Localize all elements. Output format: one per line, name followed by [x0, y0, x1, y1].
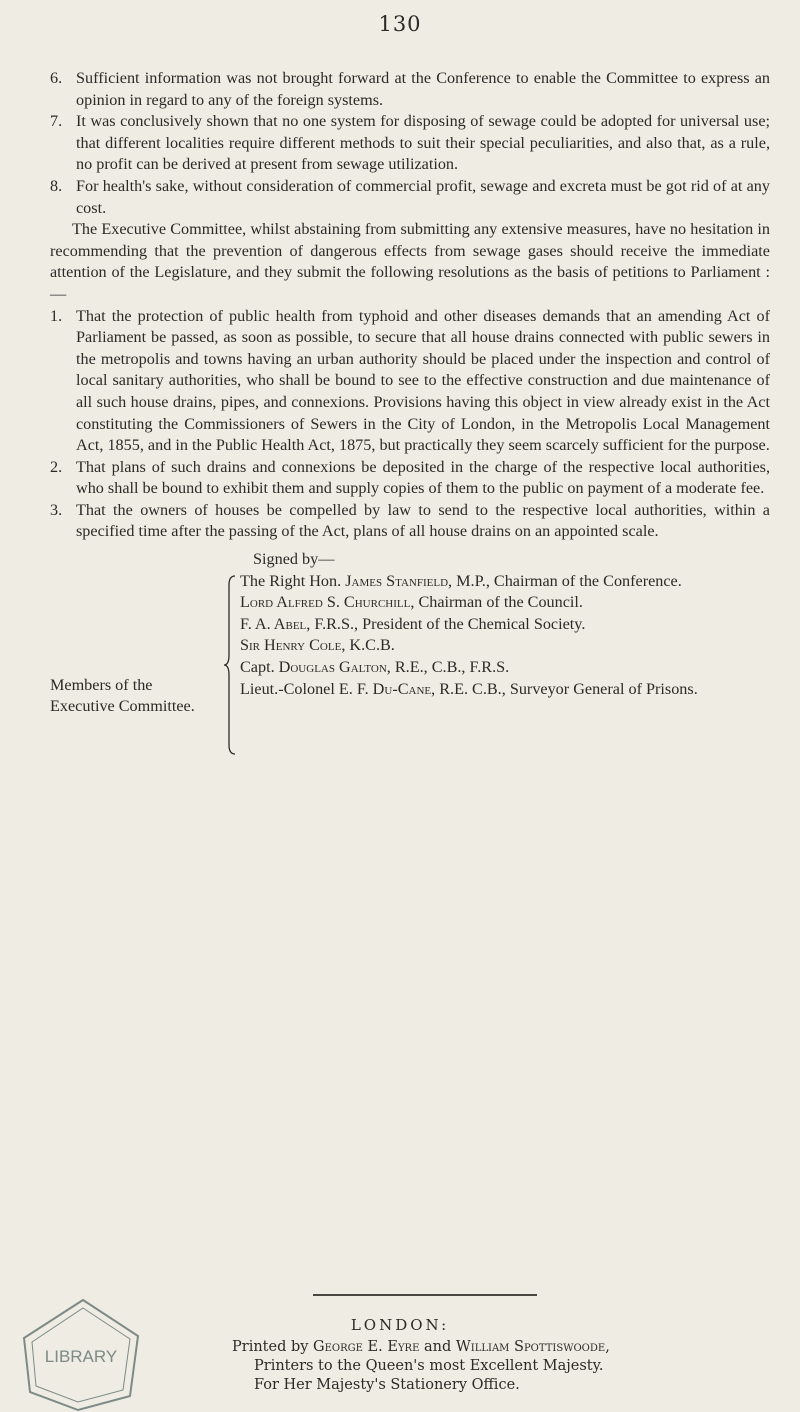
finding-number: 8. [50, 176, 63, 195]
signer-entry: Lord Alfred S. Churchill, Chairman of the Council. [240, 593, 583, 612]
imprint-line-queen: Printers to the Queen's most Excellent Majesty. [254, 1358, 604, 1374]
members-label: Members of the Executive Committee. [50, 675, 195, 715]
finding-text: For health's sake, without consideration of commercial profit, sewage and excreta must be got rid of at any cost. [76, 176, 770, 217]
resolution-text: That plans of such drains and connexions be deposited in the charge of the respective local authorities, who shall be bound to exhibit them and supply copies of them to the public on payment of a moderate fee. [76, 457, 770, 498]
imprint-line-office: For Her Majesty's Stationery Office. [254, 1377, 520, 1393]
finding-text: It was conclusively shown that no one system for disposing of sewage could be adopted for universal use; that different localities require different methods to suit their special peculiarities, and also that, as a rule, no profit can be derived at present from sewage utilization. [76, 112, 770, 174]
printer-imprint [232, 1338, 682, 1395]
resolution-text: That the owners of houses be compelled by law to send to the respective local authorities, within a specified time after the passing of the Act, plans of all house drains on an appointed scale. [76, 500, 770, 541]
resolution-number: 1. [50, 306, 63, 325]
resolution-item [50, 500, 770, 543]
signatories-block [50, 571, 770, 767]
imprint-city: LONDON: [350, 1316, 450, 1334]
signer-entry: F. A. Abel, F.R.S., President of the Chemical Society. [240, 614, 586, 633]
stamp-text: LIBRARY [44, 1347, 118, 1366]
resolution-number: 3. [50, 500, 63, 519]
page-number: 130 [378, 12, 422, 36]
finding-text: Sufficient information was not brought forward at the Conference to enable the Committee to express an opinion in regard to any of the foreign systems. [76, 69, 770, 109]
finding-number: 6. [50, 69, 63, 87]
signer-name: E. F. Du-Cane [338, 679, 432, 698]
imprint-line-printers: Printed by George E. Eyre and William Spottiswoode, [232, 1339, 610, 1355]
signer-entry: Sir Henry Cole, K.C.B. [240, 636, 395, 655]
finding-number: 7. [50, 112, 63, 131]
signer-name: James Stanfield [345, 571, 449, 590]
signer-name: F. A. Abel [240, 614, 307, 633]
intro-paragraph: The Executive Committee, whilst abstaining from submitting any extensive measures, have no hesitation in recommending that the prevention of dangerous effects from sewage gases should receive the immediate attention of the Legislature, and they submit the following resolutions as the basis of petitions to Parliament :— [50, 220, 770, 303]
signer-entry: The Right Hon. James Stanfield, M.P., Chairman of the Conference. [240, 571, 682, 590]
resolution-number: 2. [50, 457, 63, 476]
divider-rule [313, 1294, 537, 1296]
resolution-item [50, 306, 770, 457]
signer-name: Douglas Galton [278, 658, 387, 677]
signed-by-label: Signed by— [253, 550, 335, 569]
signer-entry: Capt. Douglas Galton, R.E., C.B., F.R.S. [240, 658, 510, 677]
resolution-text: That the protection of public health from typhoid and other diseases demands that an amending Act of Parliament be passed, as soon as possible, to secure that all house drains connected with public sewers in the metropolis and towns having an urban authority should be placed under the inspection and control of local sanitary authorities, who shall be bound to see to the effective construction and due maintenance of all such house drains, pipes, and connexions. Provisions having this object in view already exist in the Act constituting the Commissioners of Sewers in the City of London, in the Metropolis Local Management Act, 1855, and in the Public Health Act, 1875, but practically they seem scarcely sufficient for the purpose. [76, 306, 770, 455]
resolution-item [50, 457, 770, 500]
body-text [50, 68, 770, 767]
signer-name: Sir Henry Cole [240, 636, 342, 655]
library-stamp-icon [18, 1296, 148, 1412]
signer-name: Lord Alfred S. Churchill [240, 593, 411, 612]
brace-icon [224, 575, 236, 755]
signer-entry: Lieut.-Colonel E. F. Du-Cane, R.E. C.B., Surveyor General of Prisons. [240, 679, 698, 698]
finding-item [50, 111, 770, 176]
finding-item [50, 68, 770, 111]
finding-item [50, 176, 770, 219]
signers-list [240, 571, 772, 701]
